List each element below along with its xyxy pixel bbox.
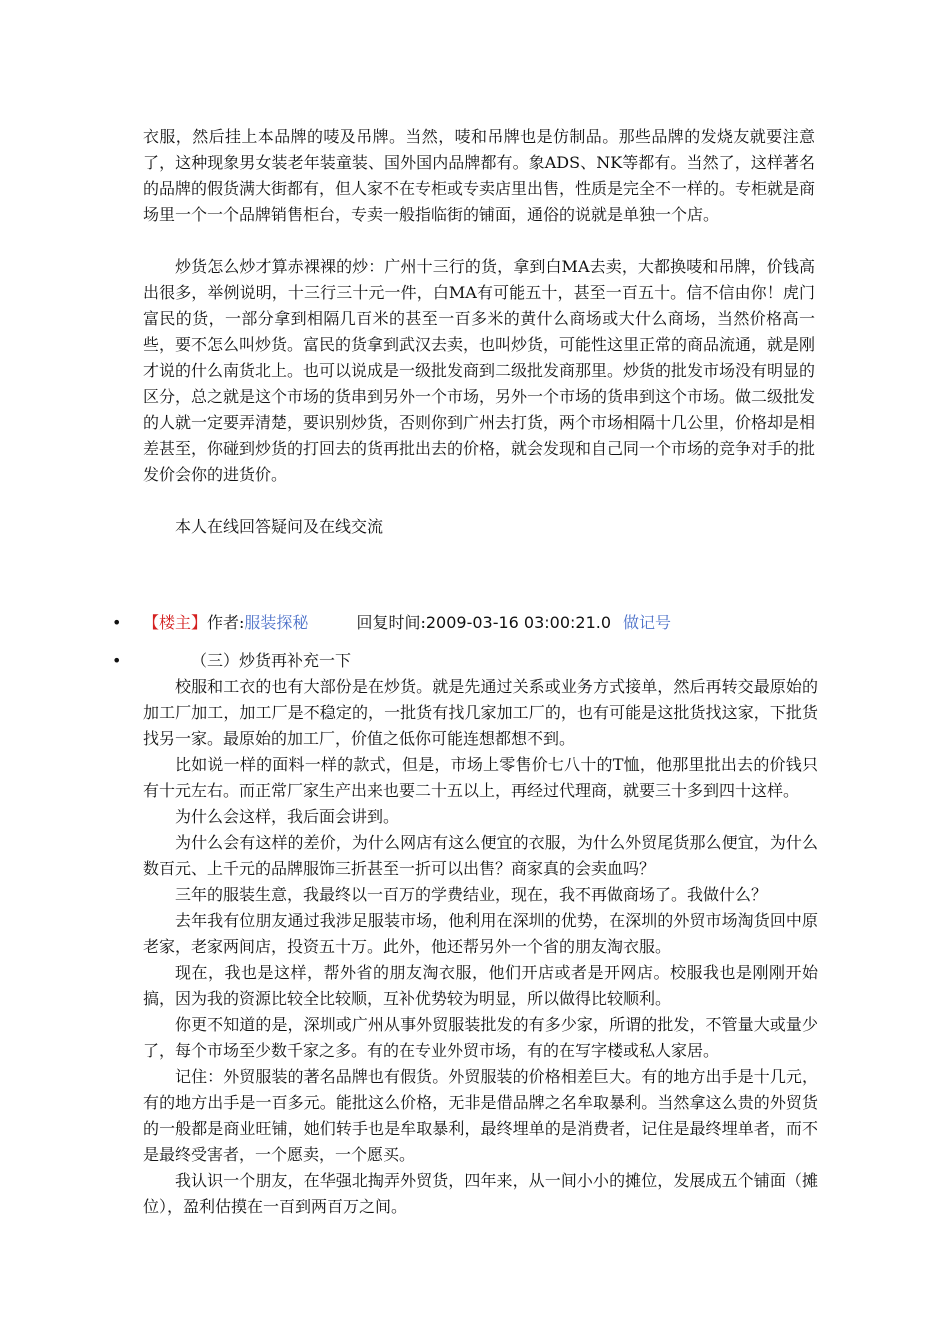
post-heading: （三）炒货再补充一下 [191,651,352,670]
intro-paragraph-1: 衣服，然后挂上本品牌的唛及吊牌。当然，唛和吊牌也是仿制品。那些品牌的发烧友就要注意了，这种现象男女装老年装童装、国外国内品牌都有。象ADS、NK等都有。当然了，这样著名的品牌的假货满大街都有，但人家不在专柜或专卖店里出售，性质是完全不一样的。专柜就是商场里一个一个品牌销售柜台，专卖一般指临街的铺面，通俗的说就是单独一个店。 [143,127,816,224]
post-paragraph-6: 去年我有位朋友通过我涉足服装市场，他利用在深圳的优势，在深圳的外贸市场淘货回中原老家，老家两间店，投资五十万。此外，他还帮另外一个省的朋友淘衣服。 [143,911,818,956]
post-paragraph-7: 现在，我也是这样，帮外省的朋友淘衣服，他们开店或者是开网店。校服我也是刚刚开始搞，因为我的资源比较全比较顺，互补优势较为明显，所以做得比较顺利。 [143,963,818,1008]
intro-paragraph-2: 炒货怎么炒才算赤裸裸的炒：广州十三行的货，拿到白MA去卖，大都换唛和吊牌，价钱高出很多，举例说明，十三行三十元一件，白MA有可能五十，甚至一百五十。信不信由你！虎门富民的货，一部分拿到相隔几百米的甚至一百多米的黄什么商场或大什么商场，当然价格高一些，要不怎么叫炒货。富民的货拿到武汉去卖，也叫炒货，可能性这里正常的商品流通，就是刚才说的什么南货北上。也可以说成是一级批发商到二级批发商那里。炒货的批发市场没有明显的区分，总之就是这个市场的货串到另外一个市场，另外一个市场的货串到这个市场。做二级批发的人就一定要弄清楚，要识别炒货，否则你到广州去打货，两个市场相隔十几公里，价格却是相差甚至，你碰到炒货的打回去的货再批出去的价格，就会发现和自己同一个市场的竞争对手的批发价会你的进货价。 [143,257,816,484]
post-body [143,648,818,1220]
author-link[interactable]: 服装探秘 [244,613,309,632]
intro-paragraph-3: 本人在线回答疑问及在线交流 [175,517,384,536]
bullet-icon: • [112,651,122,670]
post-paragraph-9: 记住：外贸服装的著名品牌也有假货。外贸服装的价格相差巨大。有的地方出手是十几元，有的地方出手是一百多元。能批这么价格，无非是借品牌之名牟取暴利。当然拿这么贵的外贸货的一般都是商业旺铺，她们转手也是牟取暴利，最终埋单的是消费者，记住是最终埋单者，而不是最终受害者，一个愿卖，一个愿买。 [143,1067,818,1164]
post-tag: 【楼主】 [143,613,208,632]
post-paragraph-3: 为什么会这样，我后面会讲到。 [175,807,400,826]
post-header [143,610,818,636]
author-label: 作者: [207,613,245,632]
bookmark-link[interactable]: 做记号 [623,613,672,632]
reply-time-label: 回复时间: [356,613,426,632]
reply-time-value: 2009-03-16 03:00:21.0 [425,613,612,632]
post-paragraph-4: 为什么会有这样的差价，为什么网店有这么便宜的衣服，为什么外贸尾货那么便宜，为什么数百元、上千元的品牌服饰三折甚至一折可以出售？商家真的会卖血吗？ [143,833,818,878]
post-paragraph-8: 你更不知道的是，深圳或广州从事外贸服装批发的有多少家，所谓的批发，不管量大或量少了，每个市场至少数千家之多。有的在专业外贸市场，有的在写字楼或私人家居。 [143,1015,818,1060]
post-paragraph-5: 三年的服装生意，我最终以一百万的学费结业，现在，我不再做商场了。我做什么？ [175,885,768,904]
bullet-icon: • [112,613,122,632]
post-paragraph-2: 比如说一样的面料一样的款式，但是，市场上零售价七八十的T恤，他那里批出去的价钱只有十元左右。而正常厂家生产出来也要二十五以上，再经过代理商，就要三十多到四十这样。 [143,755,818,800]
intro-section [143,124,815,540]
post-paragraph-10: 我认识一个朋友，在华强北掏弄外贸货，四年来，从一间小小的摊位，发展成五个铺面（摊位），盈利估摸在一百到两百万之间。 [143,1171,818,1216]
post-paragraph-1: 校服和工衣的也有大部份是在炒货。就是先通过关系或业务方式接单，然后再转交最原始的加工厂加工，加工厂是不稳定的，一批货有找几家加工厂的，也有可能是这批货找这家，下批货找另一家。最原始的加工厂，价值之低你可能连想都想不到。 [143,677,818,748]
